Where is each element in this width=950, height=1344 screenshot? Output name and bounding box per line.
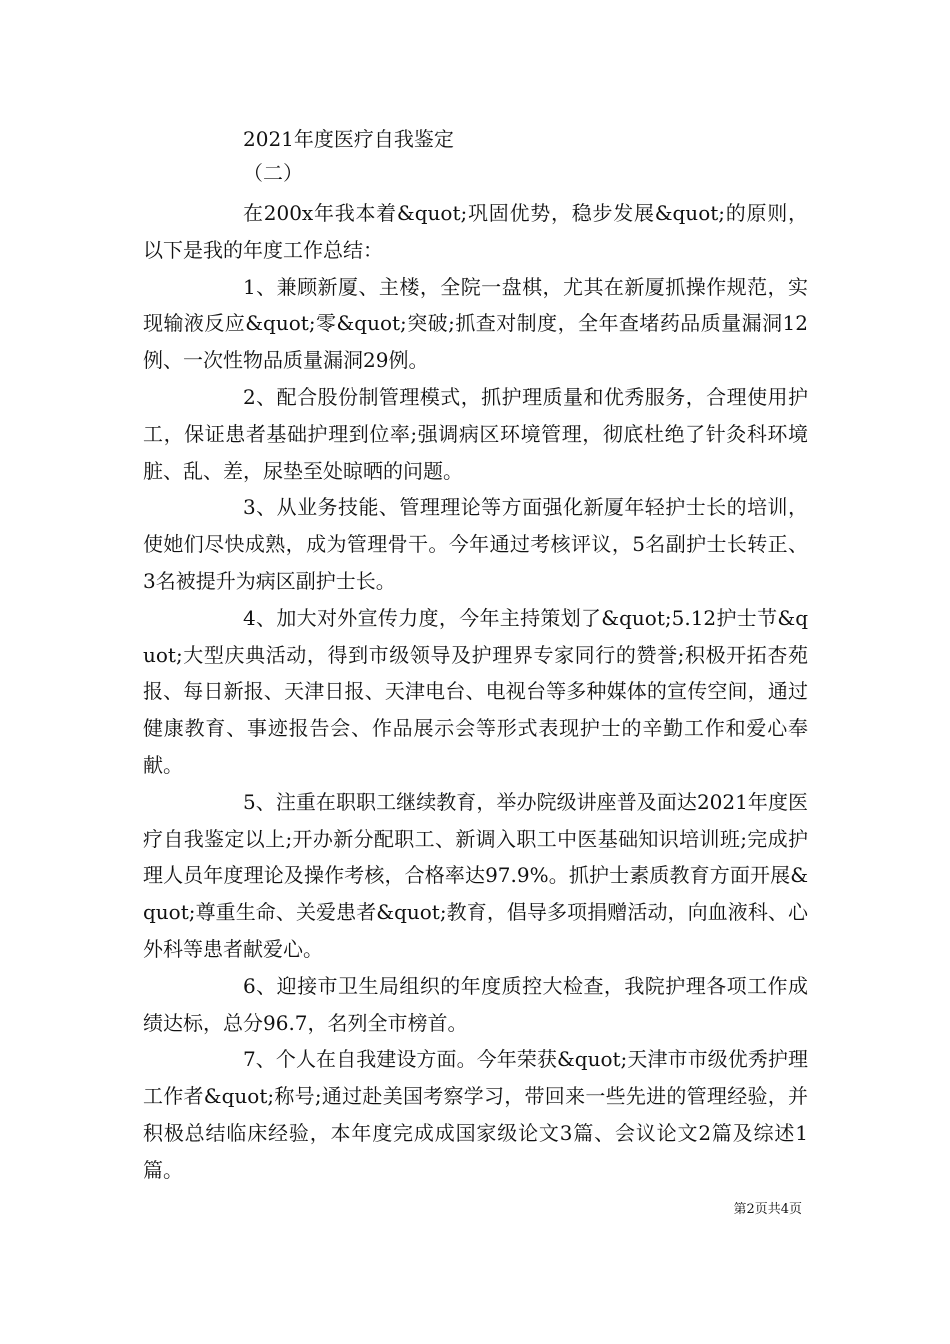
paragraph-item-3: 3、从业务技能、管理理论等方面强化新厦年轻护士长的培训，使她们尽快成熟，成为管理骨干。今年通过考核评议，5名副护士长转正、3名被提升为病区副护士长。 (143, 495, 808, 593)
paragraph-item-4: 4、加大对外宣传力度，今年主持策划了&quot;5.12护士节&quot;大型庆典活动，得到市级领导及护理界专家同行的赞誉;积极开拓杏苑报、每日新报、天津日报、天津电台、电视台等多种媒体的宣传空间，通过健康教育、事迹报告会、作品展示会等形式表现护士的辛勤工作和爱心奉献。 (143, 605, 808, 777)
paragraph-item-1: 1、兼顾新厦、主楼，全院一盘棋，尤其在新厦抓操作规范，实现输液反应&quot;零&quot;突破;抓查对制度，全年查堵药品质量漏洞12例、一次性物品质量漏洞29例。 (143, 274, 808, 373)
document-subtitle: （二） (243, 161, 303, 185)
paragraph-item-5: 5、注重在职职工继续教育，举办院级讲座普及面达2021年度医疗自我鉴定以上;开办新分配职工、新调入职工中医基础知识培训班;完成护理人员年度理论及操作考核，合格率达97.9%。抓护士素质教育方面开展&quot;尊重生命、关爱患者&quot;教育，倡导多项捐赠活动，向血液科、心外科等患者献爱心。 (143, 789, 808, 961)
document-body (143, 195, 808, 1189)
page-number: 第2页共4页 (733, 1202, 802, 1217)
paragraph-intro: 在200x年我本着&quot;巩固优势，稳步发展&quot;的原则，以下是我的年度工作总结： (143, 201, 808, 262)
paragraph-item-6: 6、迎接市卫生局组织的年度质控大检查，我院护理各项工作成绩达标，总分96.7，名列全市榜首。 (143, 973, 808, 1035)
paragraph-item-7: 7、个人在自我建设方面。今年荣获&quot;天津市市级优秀护理工作者&quot;称号;通过赴美国考察学习，带回来一些先进的管理经验，并积极总结临床经验，本年度完成成国家级论文3篇、会议论文2篇及综述1篇。 (143, 1047, 808, 1182)
paragraph-item-2: 2、配合股份制管理模式，抓护理质量和优秀服务，合理使用护工，保证患者基础护理到位率;强调病区环境管理，彻底杜绝了针灸科环境脏、乱、差，尿垫至处晾晒的问题。 (143, 384, 808, 483)
document-title: 2021年度医疗自我鉴定 (243, 127, 454, 151)
